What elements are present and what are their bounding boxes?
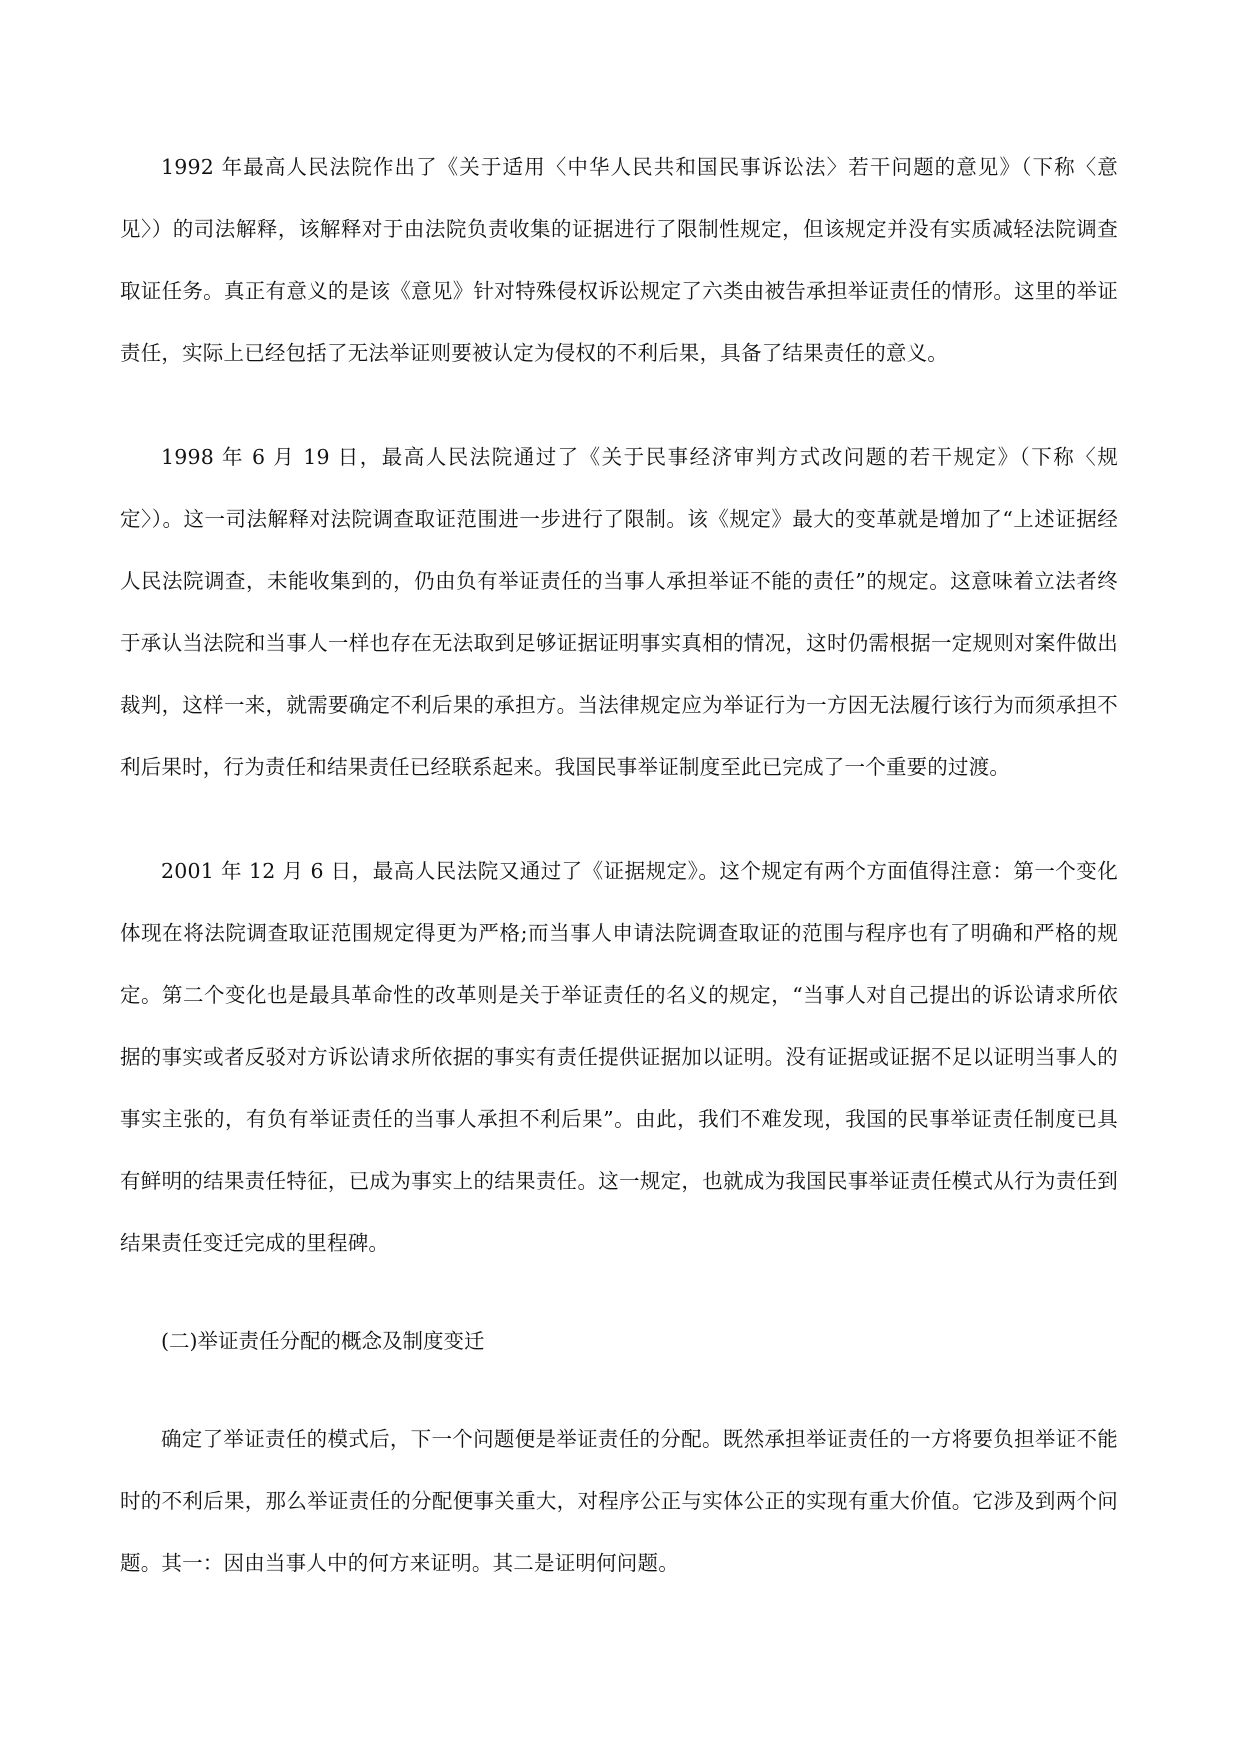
paragraph-1992-interpretation: 1992 年最高人民法院作出了《关于适用〈中华人民共和国民事诉讼法〉若干问题的意见》（下称〈意见〉）的司法解释，该解释对于由法院负责收集的证据进行了限制性规定，但该规定并没有实质减轻法院调查取证任务。真正有意义的是该《意见》针对特殊侵权诉讼规定了六类由被告承担举证责任的情形。这里的举证责任，实际上已经包括了无法举证则要被认定为侵权的不利后果，具备了结果责任的意义。 (120, 155, 1118, 365)
paragraph-burden-allocation: 确定了举证责任的模式后，下一个问题便是举证责任的分配。既然承担举证责任的一方将要负担举证不能时的不利后果，那么举证责任的分配便事关重大，对程序公正与实体公正的实现有重大价值。它涉及到两个问题。其一：因由当事人中的何方来证明。其二是证明何问题。 (120, 1427, 1118, 1575)
document-body (120, 136, 1118, 1594)
paragraph-1998-provisions: 1998 年 6 月 19 日，最高人民法院通过了《关于民事经济审判方式改问题的若干规定》（下称〈规定〉）。这一司法解释对法院调查取证范围进一步进行了限制。该《规定》最大的变革就是增加了“上述证据经人民法院调查，未能收集到的，仍由负有举证责任的当事人承担举证不能的责任”的规定。这意味着立法者终于承认当法院和当事人一样也存在无法取到足够证据证明事实真相的情况，这时仍需根据一定规则对案件做出裁判，这样一来，就需要确定不利后果的承担方。当法律规定应为举证行为一方因无法履行该行为而须承担不利后果时，行为责任和结果责任已经联系起来。我国民事举证制度至此已完成了一个重要的过渡。 (120, 445, 1118, 779)
section-heading: (二)举证责任分配的概念及制度变迁 (161, 1329, 485, 1353)
paragraph-2001-evidence-rules: 2001 年 12 月 6 日，最高人民法院又通过了《证据规定》。这个规定有两个方面值得注意：第一个变化体现在将法院调查取证范围规定得更为严格;而当事人申请法院调查取证的范围与程序也有了明确和严格的规定。第二个变化也是最具革命性的改革则是关于举证责任的名义的规定，“当事人对自己提出的诉讼请求所依据的事实或者反驳对方诉讼请求所依据的事实有责任提供证据加以证明。没有证据或证据不足以证明当事人的事实主张的，有负有举证责任的当事人承担不利后果”。由此，我们不难发现，我国的民事举证责任制度已具有鲜明的结果责任特征，已成为事实上的结果责任。这一规定，也就成为我国民事举证责任模式从行为责任到结果责任变迁完成的里程碑。 (120, 859, 1118, 1255)
